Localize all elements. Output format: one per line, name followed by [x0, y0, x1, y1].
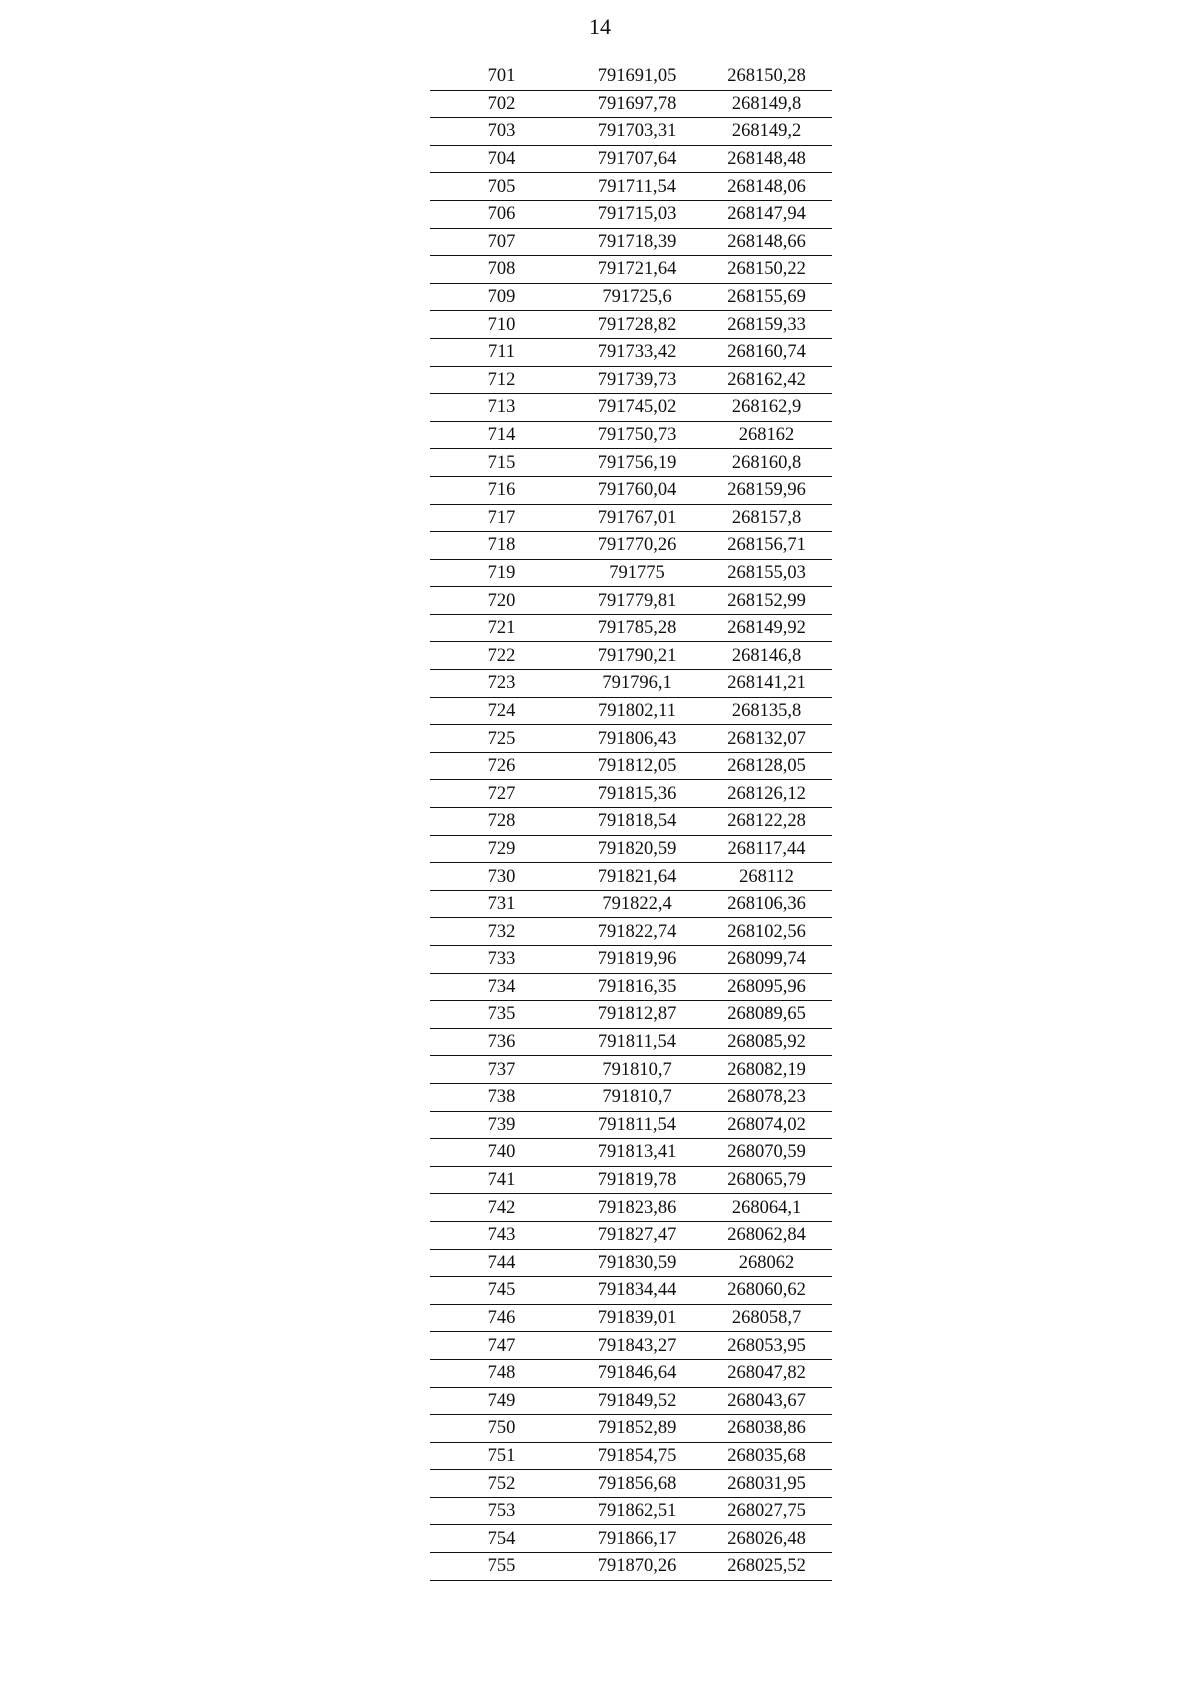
point-number-cell: 712: [430, 366, 573, 394]
x-coordinate-cell: 791770,26: [573, 532, 701, 560]
x-coordinate-cell: 791819,96: [573, 946, 701, 974]
y-coordinate-cell: 268026,48: [701, 1525, 832, 1553]
point-number-cell: 730: [430, 863, 573, 891]
x-coordinate-cell: 791827,47: [573, 1221, 701, 1249]
table-row: [430, 670, 832, 698]
table-row: [430, 228, 832, 256]
x-coordinate-cell: 791822,4: [573, 890, 701, 918]
x-coordinate-cell: 791813,41: [573, 1139, 701, 1167]
x-coordinate-cell: 791739,73: [573, 366, 701, 394]
y-coordinate-cell: 268150,22: [701, 256, 832, 284]
y-coordinate-cell: 268155,03: [701, 559, 832, 587]
y-coordinate-cell: 268150,28: [701, 63, 832, 90]
y-coordinate-cell: 268025,52: [701, 1553, 832, 1581]
x-coordinate-cell: 791721,64: [573, 256, 701, 284]
x-coordinate-cell: 791849,52: [573, 1387, 701, 1415]
table-row: [430, 1442, 832, 1470]
x-coordinate-cell: 791733,42: [573, 338, 701, 366]
table-row: [430, 1056, 832, 1084]
y-coordinate-cell: 268031,95: [701, 1470, 832, 1498]
table-row: [430, 1277, 832, 1305]
table-row: [430, 1497, 832, 1525]
point-number-cell: 705: [430, 173, 573, 201]
point-number-cell: 707: [430, 228, 573, 256]
table-row: [430, 173, 832, 201]
x-coordinate-cell: 791756,19: [573, 449, 701, 477]
x-coordinate-cell: 791703,31: [573, 118, 701, 146]
table-row: [430, 1083, 832, 1111]
point-number-cell: 706: [430, 200, 573, 228]
x-coordinate-cell: 791779,81: [573, 587, 701, 615]
x-coordinate-cell: 791830,59: [573, 1249, 701, 1277]
y-coordinate-cell: 268147,94: [701, 200, 832, 228]
y-coordinate-cell: 268162: [701, 421, 832, 449]
table-row: [430, 283, 832, 311]
table-row: [430, 421, 832, 449]
point-number-cell: 738: [430, 1083, 573, 1111]
x-coordinate-cell: 791843,27: [573, 1332, 701, 1360]
y-coordinate-cell: 268122,28: [701, 808, 832, 836]
table-row: [430, 752, 832, 780]
x-coordinate-cell: 791870,26: [573, 1553, 701, 1581]
y-coordinate-cell: 268085,92: [701, 1028, 832, 1056]
point-number-cell: 702: [430, 90, 573, 118]
point-number-cell: 704: [430, 145, 573, 173]
y-coordinate-cell: 268102,56: [701, 918, 832, 946]
point-number-cell: 751: [430, 1442, 573, 1470]
x-coordinate-cell: 791818,54: [573, 808, 701, 836]
x-coordinate-cell: 791810,7: [573, 1056, 701, 1084]
y-coordinate-cell: 268148,06: [701, 173, 832, 201]
x-coordinate-cell: 791852,89: [573, 1415, 701, 1443]
y-coordinate-cell: 268047,82: [701, 1359, 832, 1387]
table-row: [430, 200, 832, 228]
table-row: [430, 890, 832, 918]
y-coordinate-cell: 268078,23: [701, 1083, 832, 1111]
table-row: [430, 1111, 832, 1139]
y-coordinate-cell: 268062,84: [701, 1221, 832, 1249]
coordinates-table: [430, 63, 832, 1581]
y-coordinate-cell: 268157,8: [701, 504, 832, 532]
point-number-cell: 726: [430, 752, 573, 780]
point-number-cell: 703: [430, 118, 573, 146]
point-number-cell: 731: [430, 890, 573, 918]
y-coordinate-cell: 268162,9: [701, 394, 832, 422]
x-coordinate-cell: 791854,75: [573, 1442, 701, 1470]
point-number-cell: 724: [430, 697, 573, 725]
y-coordinate-cell: 268038,86: [701, 1415, 832, 1443]
point-number-cell: 729: [430, 835, 573, 863]
y-coordinate-cell: 268053,95: [701, 1332, 832, 1360]
x-coordinate-cell: 791767,01: [573, 504, 701, 532]
point-number-cell: 708: [430, 256, 573, 284]
x-coordinate-cell: 791707,64: [573, 145, 701, 173]
table-row: [430, 476, 832, 504]
y-coordinate-cell: 268152,99: [701, 587, 832, 615]
table-row: [430, 587, 832, 615]
point-number-cell: 746: [430, 1304, 573, 1332]
x-coordinate-cell: 791691,05: [573, 63, 701, 90]
table-row: [430, 1415, 832, 1443]
point-number-cell: 752: [430, 1470, 573, 1498]
x-coordinate-cell: 791815,36: [573, 780, 701, 808]
point-number-cell: 749: [430, 1387, 573, 1415]
table-row: [430, 1166, 832, 1194]
table-row: [430, 1553, 832, 1581]
point-number-cell: 732: [430, 918, 573, 946]
x-coordinate-cell: 791728,82: [573, 311, 701, 339]
x-coordinate-cell: 791812,05: [573, 752, 701, 780]
point-number-cell: 748: [430, 1359, 573, 1387]
x-coordinate-cell: 791811,54: [573, 1111, 701, 1139]
table-row: [430, 366, 832, 394]
table-row: [430, 256, 832, 284]
point-number-cell: 727: [430, 780, 573, 808]
x-coordinate-cell: 791790,21: [573, 642, 701, 670]
table-row: [430, 780, 832, 808]
point-number-cell: 754: [430, 1525, 573, 1553]
table-row: [430, 504, 832, 532]
point-number-cell: 753: [430, 1497, 573, 1525]
x-coordinate-cell: 791839,01: [573, 1304, 701, 1332]
x-coordinate-cell: 791812,87: [573, 1001, 701, 1029]
table-row: [430, 394, 832, 422]
point-number-cell: 722: [430, 642, 573, 670]
point-number-cell: 743: [430, 1221, 573, 1249]
point-number-cell: 745: [430, 1277, 573, 1305]
y-coordinate-cell: 268089,65: [701, 1001, 832, 1029]
point-number-cell: 740: [430, 1139, 573, 1167]
x-coordinate-cell: 791806,43: [573, 725, 701, 753]
table-row: [430, 1359, 832, 1387]
x-coordinate-cell: 791810,7: [573, 1083, 701, 1111]
point-number-cell: 734: [430, 973, 573, 1001]
point-number-cell: 719: [430, 559, 573, 587]
y-coordinate-cell: 268159,33: [701, 311, 832, 339]
point-number-cell: 716: [430, 476, 573, 504]
table-row: [430, 311, 832, 339]
table-row: [430, 1470, 832, 1498]
y-coordinate-cell: 268160,8: [701, 449, 832, 477]
point-number-cell: 744: [430, 1249, 573, 1277]
y-coordinate-cell: 268070,59: [701, 1139, 832, 1167]
x-coordinate-cell: 791811,54: [573, 1028, 701, 1056]
x-coordinate-cell: 791819,78: [573, 1166, 701, 1194]
x-coordinate-cell: 791745,02: [573, 394, 701, 422]
table-row: [430, 559, 832, 587]
x-coordinate-cell: 791760,04: [573, 476, 701, 504]
point-number-cell: 701: [430, 63, 573, 90]
point-number-cell: 718: [430, 532, 573, 560]
point-number-cell: 736: [430, 1028, 573, 1056]
x-coordinate-cell: 791802,11: [573, 697, 701, 725]
table-row: [430, 1139, 832, 1167]
point-number-cell: 739: [430, 1111, 573, 1139]
table-row: [430, 725, 832, 753]
x-coordinate-cell: 791725,6: [573, 283, 701, 311]
y-coordinate-cell: 268159,96: [701, 476, 832, 504]
x-coordinate-cell: 791823,86: [573, 1194, 701, 1222]
x-coordinate-cell: 791785,28: [573, 614, 701, 642]
point-number-cell: 735: [430, 1001, 573, 1029]
point-number-cell: 747: [430, 1332, 573, 1360]
table-row: [430, 145, 832, 173]
point-number-cell: 723: [430, 670, 573, 698]
y-coordinate-cell: 268148,48: [701, 145, 832, 173]
y-coordinate-cell: 268141,21: [701, 670, 832, 698]
y-coordinate-cell: 268095,96: [701, 973, 832, 1001]
x-coordinate-cell: 791775: [573, 559, 701, 587]
x-coordinate-cell: 791820,59: [573, 835, 701, 863]
y-coordinate-cell: 268065,79: [701, 1166, 832, 1194]
x-coordinate-cell: 791718,39: [573, 228, 701, 256]
table-row: [430, 918, 832, 946]
point-number-cell: 733: [430, 946, 573, 974]
point-number-cell: 709: [430, 283, 573, 311]
table-row: [430, 835, 832, 863]
point-number-cell: 715: [430, 449, 573, 477]
table-row: [430, 1221, 832, 1249]
table-row: [430, 697, 832, 725]
table-row: [430, 532, 832, 560]
table-row: [430, 1249, 832, 1277]
y-coordinate-cell: 268156,71: [701, 532, 832, 560]
y-coordinate-cell: 268149,8: [701, 90, 832, 118]
x-coordinate-cell: 791750,73: [573, 421, 701, 449]
y-coordinate-cell: 268099,74: [701, 946, 832, 974]
table-row: [430, 63, 832, 90]
x-coordinate-cell: 791715,03: [573, 200, 701, 228]
point-number-cell: 721: [430, 614, 573, 642]
point-number-cell: 725: [430, 725, 573, 753]
point-number-cell: 742: [430, 1194, 573, 1222]
table-row: [430, 1001, 832, 1029]
x-coordinate-cell: 791862,51: [573, 1497, 701, 1525]
table-row: [430, 946, 832, 974]
y-coordinate-cell: 268162,42: [701, 366, 832, 394]
point-number-cell: 750: [430, 1415, 573, 1443]
point-number-cell: 710: [430, 311, 573, 339]
x-coordinate-cell: 791856,68: [573, 1470, 701, 1498]
y-coordinate-cell: 268062: [701, 1249, 832, 1277]
table-row: [430, 642, 832, 670]
table-row: [430, 973, 832, 1001]
x-coordinate-cell: 791796,1: [573, 670, 701, 698]
point-number-cell: 711: [430, 338, 573, 366]
table-row: [430, 614, 832, 642]
table-row: [430, 1028, 832, 1056]
y-coordinate-cell: 268117,44: [701, 835, 832, 863]
y-coordinate-cell: 268058,7: [701, 1304, 832, 1332]
y-coordinate-cell: 268082,19: [701, 1056, 832, 1084]
coordinates-table-body: [430, 63, 832, 1580]
y-coordinate-cell: 268060,62: [701, 1277, 832, 1305]
point-number-cell: 737: [430, 1056, 573, 1084]
point-number-cell: 714: [430, 421, 573, 449]
y-coordinate-cell: 268135,8: [701, 697, 832, 725]
x-coordinate-cell: 791816,35: [573, 973, 701, 1001]
table-row: [430, 90, 832, 118]
table-row: [430, 1332, 832, 1360]
x-coordinate-cell: 791866,17: [573, 1525, 701, 1553]
point-number-cell: 741: [430, 1166, 573, 1194]
y-coordinate-cell: 268146,8: [701, 642, 832, 670]
x-coordinate-cell: 791697,78: [573, 90, 701, 118]
y-coordinate-cell: 268160,74: [701, 338, 832, 366]
y-coordinate-cell: 268149,2: [701, 118, 832, 146]
point-number-cell: 717: [430, 504, 573, 532]
y-coordinate-cell: 268148,66: [701, 228, 832, 256]
table-row: [430, 338, 832, 366]
x-coordinate-cell: 791821,64: [573, 863, 701, 891]
y-coordinate-cell: 268149,92: [701, 614, 832, 642]
table-row: [430, 1304, 832, 1332]
point-number-cell: 720: [430, 587, 573, 615]
table-row: [430, 449, 832, 477]
point-number-cell: 728: [430, 808, 573, 836]
y-coordinate-cell: 268132,07: [701, 725, 832, 753]
y-coordinate-cell: 268155,69: [701, 283, 832, 311]
point-number-cell: 755: [430, 1553, 573, 1581]
y-coordinate-cell: 268126,12: [701, 780, 832, 808]
x-coordinate-cell: 791711,54: [573, 173, 701, 201]
y-coordinate-cell: 268027,75: [701, 1497, 832, 1525]
page-number: 14: [589, 14, 611, 39]
x-coordinate-cell: 791834,44: [573, 1277, 701, 1305]
y-coordinate-cell: 268112: [701, 863, 832, 891]
y-coordinate-cell: 268064,1: [701, 1194, 832, 1222]
y-coordinate-cell: 268074,02: [701, 1111, 832, 1139]
point-number-cell: 713: [430, 394, 573, 422]
table-row: [430, 118, 832, 146]
y-coordinate-cell: 268106,36: [701, 890, 832, 918]
table-row: [430, 863, 832, 891]
y-coordinate-cell: 268128,05: [701, 752, 832, 780]
x-coordinate-cell: 791846,64: [573, 1359, 701, 1387]
x-coordinate-cell: 791822,74: [573, 918, 701, 946]
table-row: [430, 1525, 832, 1553]
table-row: [430, 1194, 832, 1222]
table-row: [430, 808, 832, 836]
table-row: [430, 1387, 832, 1415]
y-coordinate-cell: 268035,68: [701, 1442, 832, 1470]
y-coordinate-cell: 268043,67: [701, 1387, 832, 1415]
